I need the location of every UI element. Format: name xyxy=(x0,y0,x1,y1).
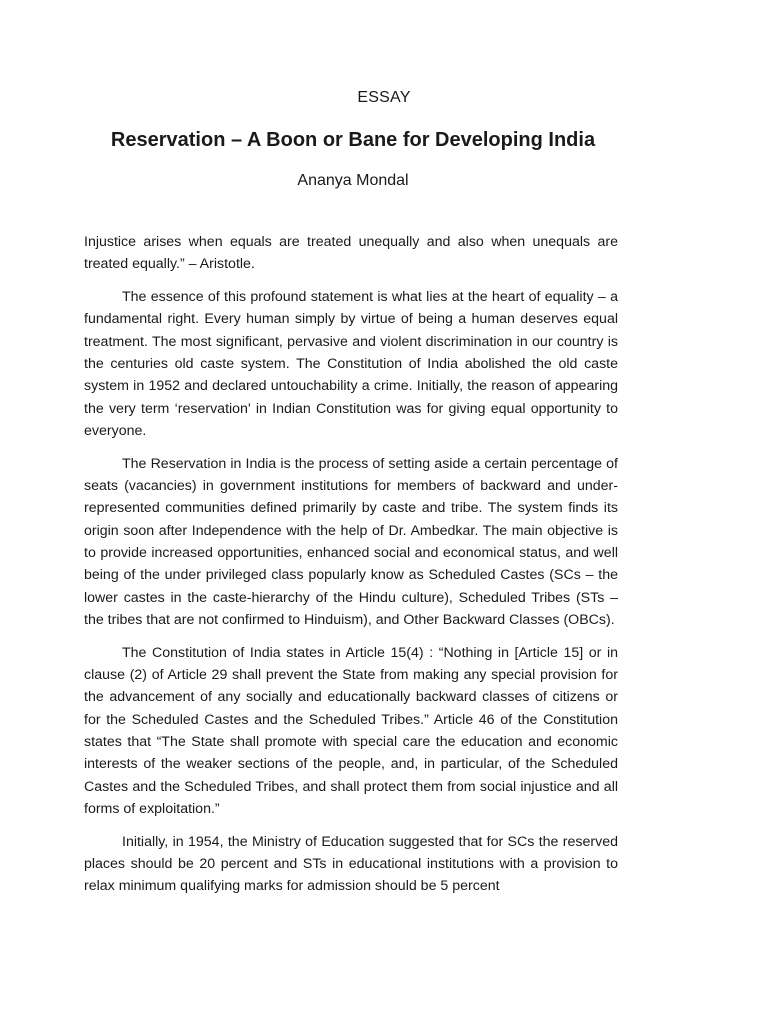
body-paragraph: The Reservation in India is the process of setting aside a certain percentage of seats (vacancies) in government institutions for members of backward and under-represented communities defined primarily by caste and tribe. The system finds its origin soon after Independence with the help of Dr. Ambedkar. The main objective is to provide increased opportunities, enhanced social and economical status, and well being of the under privileged class popularly know as Scheduled Castes (SCs – the lower castes in the caste-hierarchy of the Hindu culture), Scheduled Tribes (STs – the tribes that are not confirmed to Hinduism), and Other Backward Classes (OBCs). xyxy=(84,455,618,628)
body-paragraph: The Constitution of India states in Article 15(4) : “Nothing in [Article 15] or in clause (2) of Article 29 shall prevent the State from making any special provision for the advancement of any socially and educationally backward classes of citizens or for the Scheduled Castes and the Scheduled Tribes.” Article 46 of the Constitution states that “The State shall promote with special care the education and economic interests of the weaker sections of the people, and, in particular, of the Scheduled Castes and the Scheduled Tribes, and shall protect them from social injustice and all forms of exploitation.” xyxy=(84,644,618,817)
body-paragraph: Initially, in 1954, the Ministry of Education suggested that for SCs the reserved places should be 20 percent and STs in educational institutions with a provision to relax minimum qualifying marks for admission should be 5 percent xyxy=(84,833,618,895)
opening-quote-paragraph: Injustice arises when equals are treated unequally and also when unequals are treated equally.” – Aristotle. xyxy=(84,234,618,273)
essay-label: ESSAY xyxy=(357,89,411,106)
author-name: Ananya Mondal xyxy=(297,172,409,189)
essay-title: Reservation – A Boon or Bane for Developing India xyxy=(110,129,596,151)
body-paragraph: The essence of this profound statement is what lies at the heart of equality – a fundamental right. Every human simply by virtue of being a human deserves equal treatment. The most significant, pervasive and violent discrimination in our country is the centuries old caste system. The Constitution of India abolished the old caste system in 1952 and declared untouchability a crime. Initially, the reason of appearing the very term ‘reservation' in Indian Constitution was for giving equal opportunity to everyone. xyxy=(84,289,618,439)
essay-body xyxy=(84,231,618,908)
